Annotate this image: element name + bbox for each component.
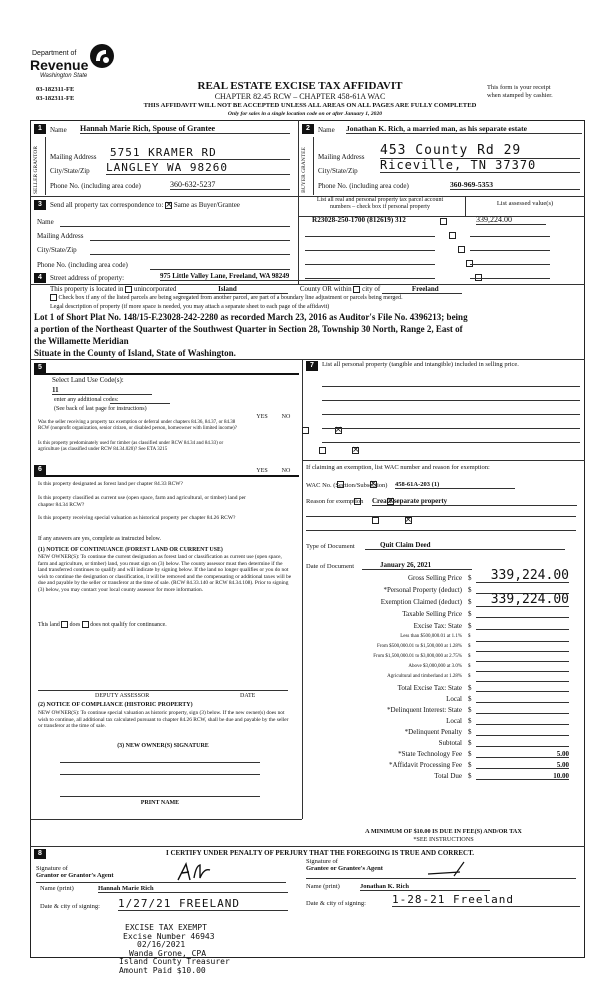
totals-dollar-7: $ xyxy=(468,761,472,769)
notice1-body: NEW OWNER(S): To continue the current designation as forest land or classification as current use (open space, farm and agriculture, or timber) land, you must sign on (3) below. The county assessor must then determine if the land transferred continues to qualify and will indicate by signing below. If the land no longer qualifies or you do not wish to continue the designation or classification, it will be removed and the compensating or additional taxes will be due and payable by the seller or transferor at the time of sale. (RCW 84.33.140 or RCW 84.34.108). Prior to signing (3) below, you may contact your local county assessor for more information. xyxy=(38,554,292,593)
s5-q2: Is this property predominately used for timber (as classified under RCW 84.34 and 84.33) or agriculture (as classified under RCW 84.34.020)? See ETA 3215 xyxy=(38,441,224,452)
legal-label: Legal description of property (if more space is needed, you may attach a separate sheet to each page of the affidavit) xyxy=(50,304,330,310)
brackets-value-1[interactable] xyxy=(476,644,569,652)
brackets-label-2: From $1,500,000.01 to $3,000,000 at 2.75% xyxy=(373,654,462,659)
form-code-1: 03-182311-FE xyxy=(36,86,75,93)
segregated-row: Check box if any of the listed parcels are being segregated from another parcel, are part of a boundary line adjustment or parcels being merged. xyxy=(50,294,580,301)
totals-label-6: *State Technology Fee xyxy=(398,750,462,758)
rows-dollar-2: $ xyxy=(468,598,472,606)
totals-label-8: Total Due xyxy=(434,772,462,780)
form-only-for: Only for sales in a single location code on or after January 1, 2020 xyxy=(227,111,383,117)
totals-label-2: *Delinquent Interest: State xyxy=(386,706,462,714)
doc-type-value[interactable]: Quit Claim Deed xyxy=(365,541,565,550)
segregated-checkbox[interactable] xyxy=(50,294,57,301)
s6-q2: Is this property classified as current use (open space, farm and agricultural, or timber) land per chapter 84.34 RCW? xyxy=(38,495,246,508)
assessor-date-label: DATE xyxy=(240,693,256,699)
totals-value-6[interactable]: 5.00 xyxy=(476,750,569,758)
s6-q3-no[interactable] xyxy=(405,517,412,524)
totals-dollar-2: $ xyxy=(468,706,472,714)
notice2-body: NEW OWNER(S): To continue special valuation as historic property, sign (3) below. If the new owner(s) does not wish to continue, all additional tax calculated pursuant to chapter 84.26 RCW, shall be due and payable by the seller or transferor at the time of sale. xyxy=(38,710,289,730)
receipt-line-1: This form is your receipt xyxy=(487,84,551,91)
brackets-label-0: Less than $500,000.01 at 1.1% xyxy=(400,634,462,639)
grantor-print-name[interactable]: Hannah Marie Rich xyxy=(98,885,288,893)
totals-value-7[interactable]: 5.00 xyxy=(476,761,569,769)
buyer-city[interactable]: Riceville, TN 37370 xyxy=(380,158,580,173)
totals-label-1: Local xyxy=(446,695,462,703)
receipt-line-2: when stamped by cashier. xyxy=(487,92,553,99)
section-4-badge: 4 xyxy=(34,273,46,283)
buyer-address-label: Mailing Address xyxy=(318,153,365,161)
brackets-value-3[interactable] xyxy=(476,664,569,672)
exempt-stamp xyxy=(115,924,285,976)
corr-city-label: City/State/Zip xyxy=(37,246,77,254)
s5-q2-yes[interactable] xyxy=(319,447,326,454)
totals-value-0[interactable] xyxy=(476,684,569,692)
deputy-assessor-label: DEPUTY ASSESSOR xyxy=(95,693,150,699)
s6-yes-label: YES xyxy=(256,468,268,474)
grantor-signature[interactable] xyxy=(170,860,240,884)
s6-if-yes: If any answers are yes, complete as instructed below. xyxy=(38,536,161,542)
brackets-label-3: Above $3,000,000 at 3.0% xyxy=(408,664,462,669)
buyer-city-label: City/State/Zip xyxy=(318,167,358,175)
legal-line-1: Lot 1 of Short Plat No. 148/15-F.23028-242-2280 as recorded March 23, 2016 as Auditor's File No. 4396213; being xyxy=(34,312,468,322)
parcel-2-checkbox[interactable] xyxy=(449,232,456,239)
see-instructions: *SEE INSTRUCTIONS xyxy=(413,836,474,843)
brackets-dollar-0: $ xyxy=(468,634,471,639)
parcel-3-checkbox[interactable] xyxy=(458,246,465,253)
dor-logo xyxy=(30,40,120,80)
section7-text: List all personal property (tangible and intangible) included in selling price. xyxy=(322,361,519,368)
s5-no-label: NO xyxy=(281,414,291,420)
totals-label-0: Total Excise Tax: State xyxy=(397,684,462,692)
totals-label-3: Local xyxy=(446,717,462,725)
rows-label-0: Gross Selling Price xyxy=(407,574,462,582)
corr-phone-label: Phone No. (including area code) xyxy=(37,261,128,269)
grantor-print-label: Name (print) xyxy=(40,885,74,892)
seller-address-label: Mailing Address xyxy=(50,153,97,161)
totals-value-4[interactable] xyxy=(476,728,569,736)
seller-phone-label: Phone No. (including area code) xyxy=(50,182,141,190)
seller-name[interactable]: Hannah Marie Rich, Spouse of Grantee xyxy=(80,124,290,134)
rows-value-0[interactable]: 339,224.00 xyxy=(476,569,569,583)
s6-q1: Is this property designated as forest land per chapter 84.33 RCW? xyxy=(38,481,183,487)
form-title: REAL ESTATE EXCISE TAX AFFIDAVIT xyxy=(197,80,403,92)
revenue-label: Revenue xyxy=(30,57,89,73)
parcels-header: List all real and personal property tax parcel account numbers – check box if personal property xyxy=(316,197,444,210)
street-label: Street address of property: xyxy=(50,274,125,282)
county-value[interactable]: Island xyxy=(178,285,288,294)
buyer-side-label: BUYER GRANTEE xyxy=(301,147,307,193)
rows-value-4[interactable] xyxy=(476,622,569,630)
totals-label-4: *Delinquent Penalty xyxy=(404,728,462,736)
totals-dollar-6: $ xyxy=(468,750,472,758)
totals-label-5: Subtotal xyxy=(438,739,462,747)
legal-line-3: the Willamette Meridian xyxy=(34,336,129,346)
stamp-line-2: Excise Number 46943 xyxy=(123,931,215,941)
s5-q1-yes[interactable] xyxy=(302,427,309,434)
totals-value-5[interactable] xyxy=(476,739,569,747)
brackets-dollar-2: $ xyxy=(468,654,471,659)
seller-name-label: Name xyxy=(50,126,67,134)
certify-text: I CERTIFY UNDER PENALTY OF PERJURY THAT THE FOREGOING IS TRUE AND CORRECT. xyxy=(165,849,474,857)
city-value[interactable]: Freeland xyxy=(382,285,462,294)
seller-city-label: City/State/Zip xyxy=(50,167,90,175)
doc-type-label: Type of Document xyxy=(306,543,355,550)
totals-dollar-1: $ xyxy=(468,695,472,703)
seller-phone[interactable]: 360-632-5237 xyxy=(170,180,290,190)
totals-dollar-0: $ xyxy=(468,684,472,692)
totals-dollar-8: $ xyxy=(468,772,472,780)
stamp-line-3: 02/16/2021 xyxy=(137,940,186,950)
additional-codes-label: enter any additional codes: xyxy=(54,397,119,403)
land-does-not-checkbox[interactable] xyxy=(82,621,89,628)
section-2-badge: 2 xyxy=(302,124,314,134)
totals-dollar-4: $ xyxy=(468,728,472,736)
land-does-checkbox[interactable] xyxy=(61,621,68,628)
buyer-phone-label: Phone No. (including area code) xyxy=(318,182,409,190)
rows-value-3[interactable] xyxy=(476,610,569,618)
reason-value[interactable]: Create separate property xyxy=(372,497,577,506)
brackets-dollar-4: $ xyxy=(468,674,471,679)
rows-label-1: *Personal Property (deduct) xyxy=(383,586,462,594)
totals-value-8[interactable]: 10.00 xyxy=(476,772,569,780)
print-name-label: PRINT NAME xyxy=(140,800,180,806)
rows-value-2[interactable]: 339,224.00 xyxy=(476,593,569,607)
rows-dollar-3: $ xyxy=(468,610,472,618)
grantee-sig-label: Signature of Grantee or Grantee's Agent xyxy=(306,858,383,872)
section-7-badge: 7 xyxy=(306,361,318,371)
seller-city[interactable]: LANGLEY WA 98260 xyxy=(106,161,290,175)
section-5-badge: 5 xyxy=(34,363,46,373)
see-back-label: (See back of last page for instructions) xyxy=(54,406,147,412)
same-as-buyer-checkbox[interactable] xyxy=(165,202,172,209)
totals-value-3[interactable] xyxy=(476,717,569,725)
brackets-value-0[interactable] xyxy=(476,634,569,642)
rows-label-2: Exemption Claimed (deduct) xyxy=(380,598,462,606)
parcel-1-checkbox[interactable] xyxy=(440,218,447,225)
doc-date-value[interactable]: January 26, 2021 xyxy=(362,561,472,570)
grantor-sig-label: Signature of Grantor or Grantor's Agent xyxy=(36,865,114,879)
seller-side-label: SELLER GRANTOR xyxy=(33,145,39,195)
land-use-label: Select Land Use Code(s): xyxy=(52,376,124,384)
stamp-line-5: Island County Treasurer xyxy=(119,957,230,967)
s6-q3-yes[interactable] xyxy=(372,517,379,524)
street-address[interactable]: 975 Little Valley Lane, Freeland, WA 98249 xyxy=(160,272,340,281)
s6-q3: Is this property receiving special valuation as historical property per chapter 84.26 RCW? xyxy=(38,515,236,521)
grantor-date-city[interactable]: 1/27/21 FREELAND xyxy=(118,897,288,911)
rows-dollar-1: $ xyxy=(468,586,472,594)
located-in-row: This property is located in unincorporated Island County OR within city of Freeland xyxy=(50,285,580,294)
totals-dollar-3: $ xyxy=(468,717,472,725)
brackets-dollar-1: $ xyxy=(468,644,471,649)
grantee-date-label: Date & city of signing: xyxy=(306,900,366,907)
rows-dollar-4: $ xyxy=(468,622,472,630)
doc-date-label: Date of Document xyxy=(306,563,355,570)
correspondence-text: Send all property tax correspondence to: × Same as Buyer/Grantee xyxy=(50,201,240,209)
section-6-badge: 6 xyxy=(34,465,46,475)
this-land-row: This land does does not qualify for continuance. xyxy=(38,621,167,628)
form-chapter: CHAPTER 82.45 RCW – CHAPTER 458-61A WAC xyxy=(214,92,386,101)
buyer-name-label: Name xyxy=(318,126,335,134)
wac-label: WAC No. (Section/Subsection) xyxy=(306,482,388,489)
s5-q1: Was the seller receiving a property tax exemption or deferral under chapters 84.36, 84.37, or 84.38 RCW (nonprofit organization, senior citizen, or disabled person, homeowner with limited income)? xyxy=(38,420,237,431)
brackets-value-4[interactable] xyxy=(476,674,569,682)
state-label: Washington State xyxy=(40,73,88,79)
legal-line-4: Situate in the County of Island, State of Washington. xyxy=(34,348,236,358)
totals-value-1[interactable] xyxy=(476,695,569,703)
section-1-badge: 1 xyxy=(34,124,46,134)
totals-label-7: *Affidavit Processing Fee xyxy=(389,761,462,769)
s5-yes-label: YES xyxy=(256,414,268,420)
brackets-label-4: Agricultural and timberland at 1.28% xyxy=(387,674,462,679)
dept-label: Department of xyxy=(32,50,77,57)
parcel-number[interactable]: R23028-250-1700 (812619) 312 xyxy=(312,216,406,224)
s5-q2-no[interactable] xyxy=(352,447,359,454)
grantee-print-label: Name (print) xyxy=(306,883,340,890)
unincorporated-checkbox[interactable] xyxy=(125,286,132,293)
form-code-2: 03-182311-FE xyxy=(36,95,75,102)
corr-name-label: Name xyxy=(37,218,54,226)
brackets-dollar-3: $ xyxy=(468,664,471,669)
exemption-claim-label: If claiming an exemption, list WAC number and reason for exemption: xyxy=(306,464,490,471)
grantor-date-label: Date & city of signing: xyxy=(40,903,100,910)
signature3-label: (3) NEW OWNER(S) SIGNATURE xyxy=(117,743,209,749)
revenue-logo-icon xyxy=(88,42,116,70)
notice2-title: (2) NOTICE OF COMPLIANCE (HISTORIC PROPERTY) xyxy=(38,702,193,708)
grantee-signature[interactable] xyxy=(420,858,490,878)
rows-dollar-0: $ xyxy=(468,574,472,582)
wac-value[interactable]: 458-61A-203 (1) xyxy=(395,481,515,489)
buyer-name[interactable]: Jonathan K. Rich, a married man, as his separate estate xyxy=(346,124,582,134)
assessed-header: List assessed value(s) xyxy=(496,200,554,207)
rows-label-3: Taxable Selling Price xyxy=(402,610,462,618)
seller-address[interactable]: 5751 KRAMER RD xyxy=(110,146,290,160)
city-of-checkbox[interactable] xyxy=(353,286,360,293)
reason-label: Reason for exemption xyxy=(306,498,364,505)
land-use-code[interactable]: 11 xyxy=(52,386,152,395)
brackets-value-2[interactable] xyxy=(476,654,569,662)
corr-address-label: Mailing Address xyxy=(37,232,84,240)
assessed-value[interactable]: 339,224.00 xyxy=(476,215,546,225)
legal-line-2: a portion of the Northeast Quarter of the Southwest Quarter in Section 28, Township 30 North, Range 2, East of xyxy=(34,324,463,334)
grantee-print-name[interactable]: Jonathan K. Rich xyxy=(360,883,490,891)
rows-label-4: Excise Tax: State xyxy=(413,622,462,630)
brackets-label-1: From $500,000.01 to $1,500,000 at 1.28% xyxy=(377,644,462,649)
stamp-line-1: EXCISE TAX EXEMPT xyxy=(125,923,207,932)
totals-dollar-5: $ xyxy=(468,739,472,747)
totals-value-2[interactable] xyxy=(476,706,569,714)
minimum-note: A MINIMUM OF $10.00 IS DUE IN FEE(S) AND/OR TAX xyxy=(365,828,522,835)
stamp-line-4: Wanda Grone, CPA xyxy=(129,948,207,958)
section-3-badge: 3 xyxy=(34,200,46,210)
s6-no-label: NO xyxy=(281,468,291,474)
grantee-date-city[interactable]: 1-28-21 Freeland xyxy=(392,893,580,907)
stamp-line-6: Amount Paid $10.00 xyxy=(119,965,206,975)
form-warning: THIS AFFIDAVIT WILL NOT BE ACCEPTED UNLESS ALL AREAS ON ALL PAGES ARE FULLY COMPLETED xyxy=(143,102,477,109)
buyer-phone[interactable]: 360-969-5353 xyxy=(450,180,580,190)
buyer-address[interactable]: 453 County Rd 29 xyxy=(380,143,580,159)
section-8-badge: 8 xyxy=(34,849,46,859)
notice1-title: (1) NOTICE OF CONTINUANCE (FOREST LAND OR CURRENT USE) xyxy=(38,547,223,553)
